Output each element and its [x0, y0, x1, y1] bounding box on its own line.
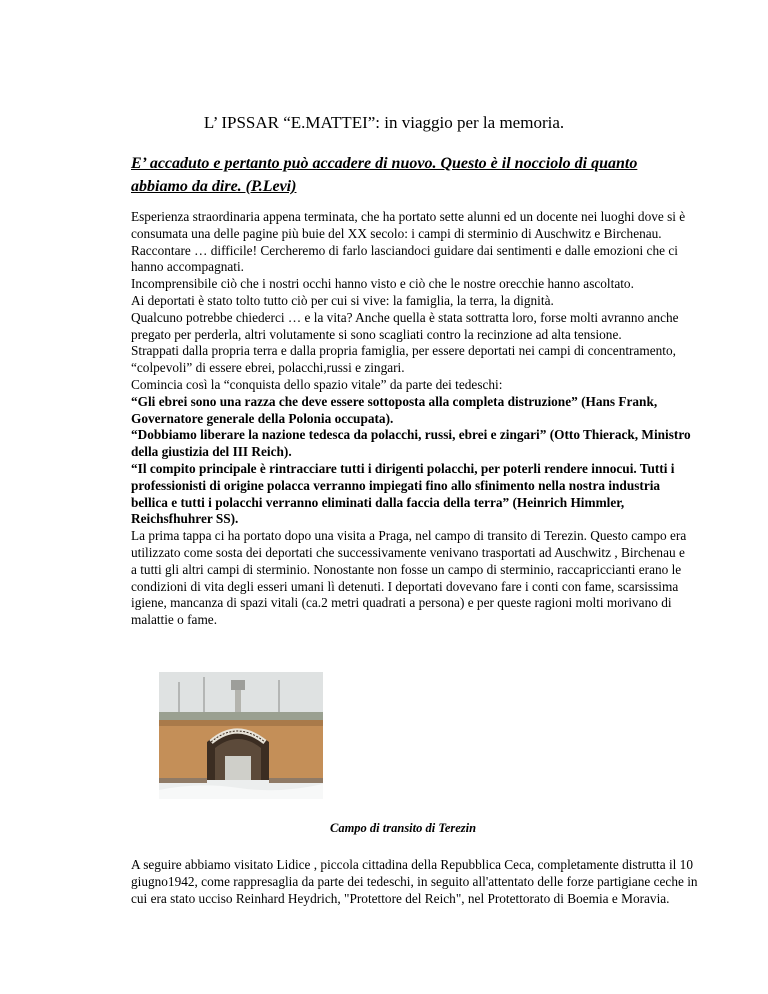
paragraph: Incomprensibile ciò che i nostri occhi hanno visto e ciò che le nostre orecchie hanno ascoltato. [131, 276, 634, 292]
article-body [131, 209, 691, 629]
paragraph: Esperienza straordinaria appena terminata, che ha portato sette alunni ed un docente nei luoghi dove si è consumata una delle pagine più buie del XX secolo: i campi di sterminio di Auschwitz e Birchenau. [131, 209, 686, 241]
page-title: L’ IPSSAR “E.MATTEI”: in viaggio per la memoria. [203, 113, 565, 132]
quote-frank: “Gli ebrei sono una razza che deve essere sottoposta alla completa distruzione” (Hans Frank, Governatore generale della Polonia occupata). [131, 393, 658, 426]
paragraph: Raccontare … difficile! Cercheremo di farlo lasciandoci guidare dai sentimenti e dalle emozioni che ci hanno accompagnati. [131, 242, 678, 275]
photo-caption: Campo di transito di Terezin [330, 821, 477, 835]
paragraph: Qualcuno potrebbe chiederci … e la vita? Anche quella è stata sottratta loro, forse molti avranno anche pregato per perderla, altri volutamente si sono scagliati contro la recinzione ad alta tensione. [131, 309, 679, 342]
terezin-photo [159, 672, 323, 799]
paragraph: Comincia così la “conquista dello spazio vitale” da parte dei tedeschi: [131, 376, 503, 392]
paragraph: A seguire abbiamo visitato Lidice , piccola cittadina della Repubblica Ceca, completamente distrutta il 10 giugno1942, come rappresaglia da parte dei tedeschi, in seguito all'attentato delle forze partigiane ceche in cui era stato ucciso Reinhard Heydrich, "Protettore del Reich", nel Protettorato di Boemia e Moravia. [131, 857, 698, 906]
paragraph: Strappati dalla propria terra e dalla propria famiglia, per essere deportati nei campi di concentramento, “colpevoli” di essere ebrei, polacchi,russi e zingari. [131, 343, 676, 376]
levi-quote: E’ accaduto e pertanto può accadere di nuovo. Questo è il nocciolo di quanto abbiamo da dire. (P.Levi) [131, 155, 638, 195]
quote-thierack: “Dobbiamo liberare la nazione tedesca da polacchi, russi, ebrei e zingari” (Otto Thierack, Ministro della giustizia del III Reich). [131, 427, 691, 460]
paragraph: La prima tappa ci ha portato dopo una visita a Praga, nel campo di transito di Terezin. Questo campo era utilizzato come sosta dei deportati che successivamente venivano trasportati ad Auschwitz , Birchenau e a tutti gli altri campi di sterminio. Nonostante non fosse un campo di sterminio, raccapriccianti erano le condizioni di vita degli esseri umani lì detenuti. I deportati dovevano fare i conti con fame, scarsissima igiene, mancanza di spazi vitali (ca.2 metri quadrati a persona) e per queste ragioni molti morivano di malattie o fame. [131, 528, 687, 628]
article-body-continued [131, 857, 701, 907]
paragraph: Ai deportati è stato tolto tutto ciò per cui si vive: la famiglia, la terra, la dignità. [131, 292, 554, 308]
quote-himmler: “Il compito principale è rintracciare tutti i dirigenti polacchi, per poterli rendere innocui. Tutti i professionisti di origine polacca verranno impiegati fino allo sfinimento nella nostra industria bellica e tutti i polacchi verranno eliminati dalla faccia della terra” (Heinrich Himmler, Reichsfhuhrer SS). [131, 460, 675, 527]
